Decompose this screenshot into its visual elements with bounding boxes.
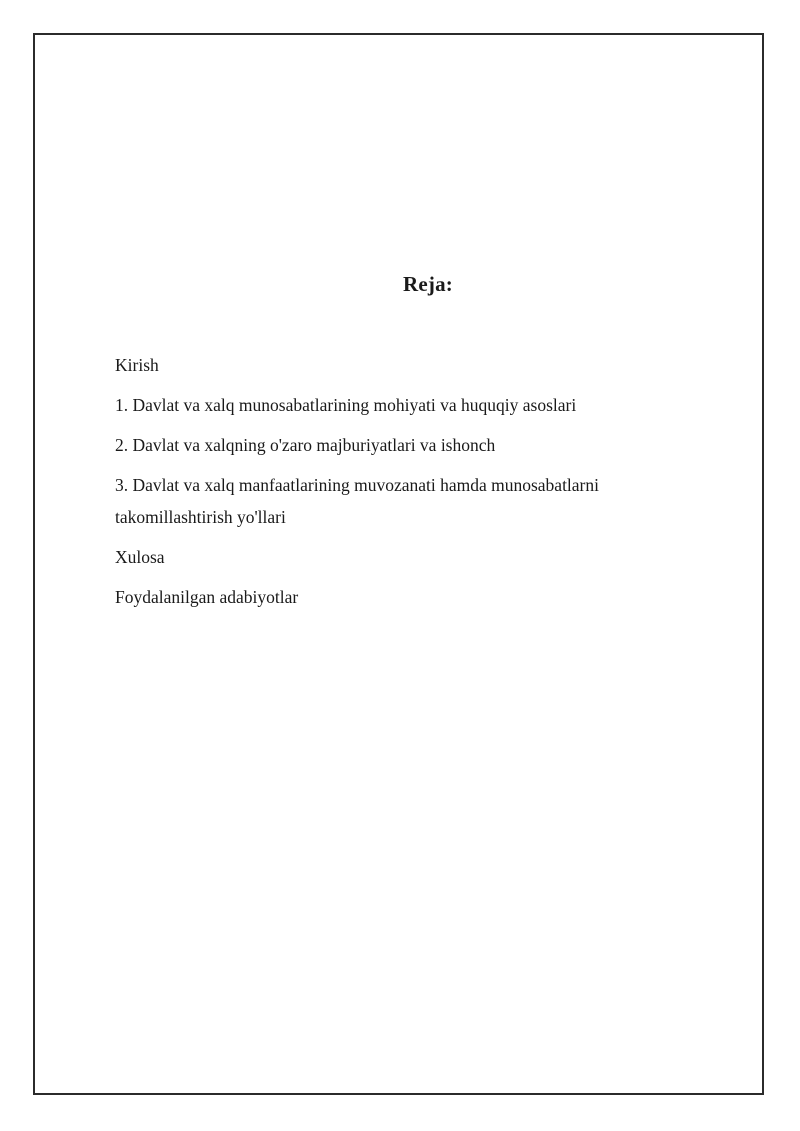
plan-item-references: Foydalanilgan adabiyotlar [115, 587, 299, 607]
plan-list [115, 349, 675, 621]
plan-item-chapter-2: 2. Davlat va xalqning o'zaro majburiyatlari va ishonch [115, 435, 496, 455]
plan-item-chapter-3: 3. Davlat va xalq manfaatlarining muvozanati hamda munosabatlarni takomillashtirish yo'llari [115, 475, 600, 527]
plan-item-chapter-1: 1. Davlat va xalq munosabatlarining mohiyati va huquqiy asoslari [115, 395, 577, 415]
plan-item-introduction: Kirish [115, 355, 159, 375]
plan-item-conclusion: Xulosa [115, 547, 165, 567]
plan-title: Reja: [403, 272, 453, 296]
